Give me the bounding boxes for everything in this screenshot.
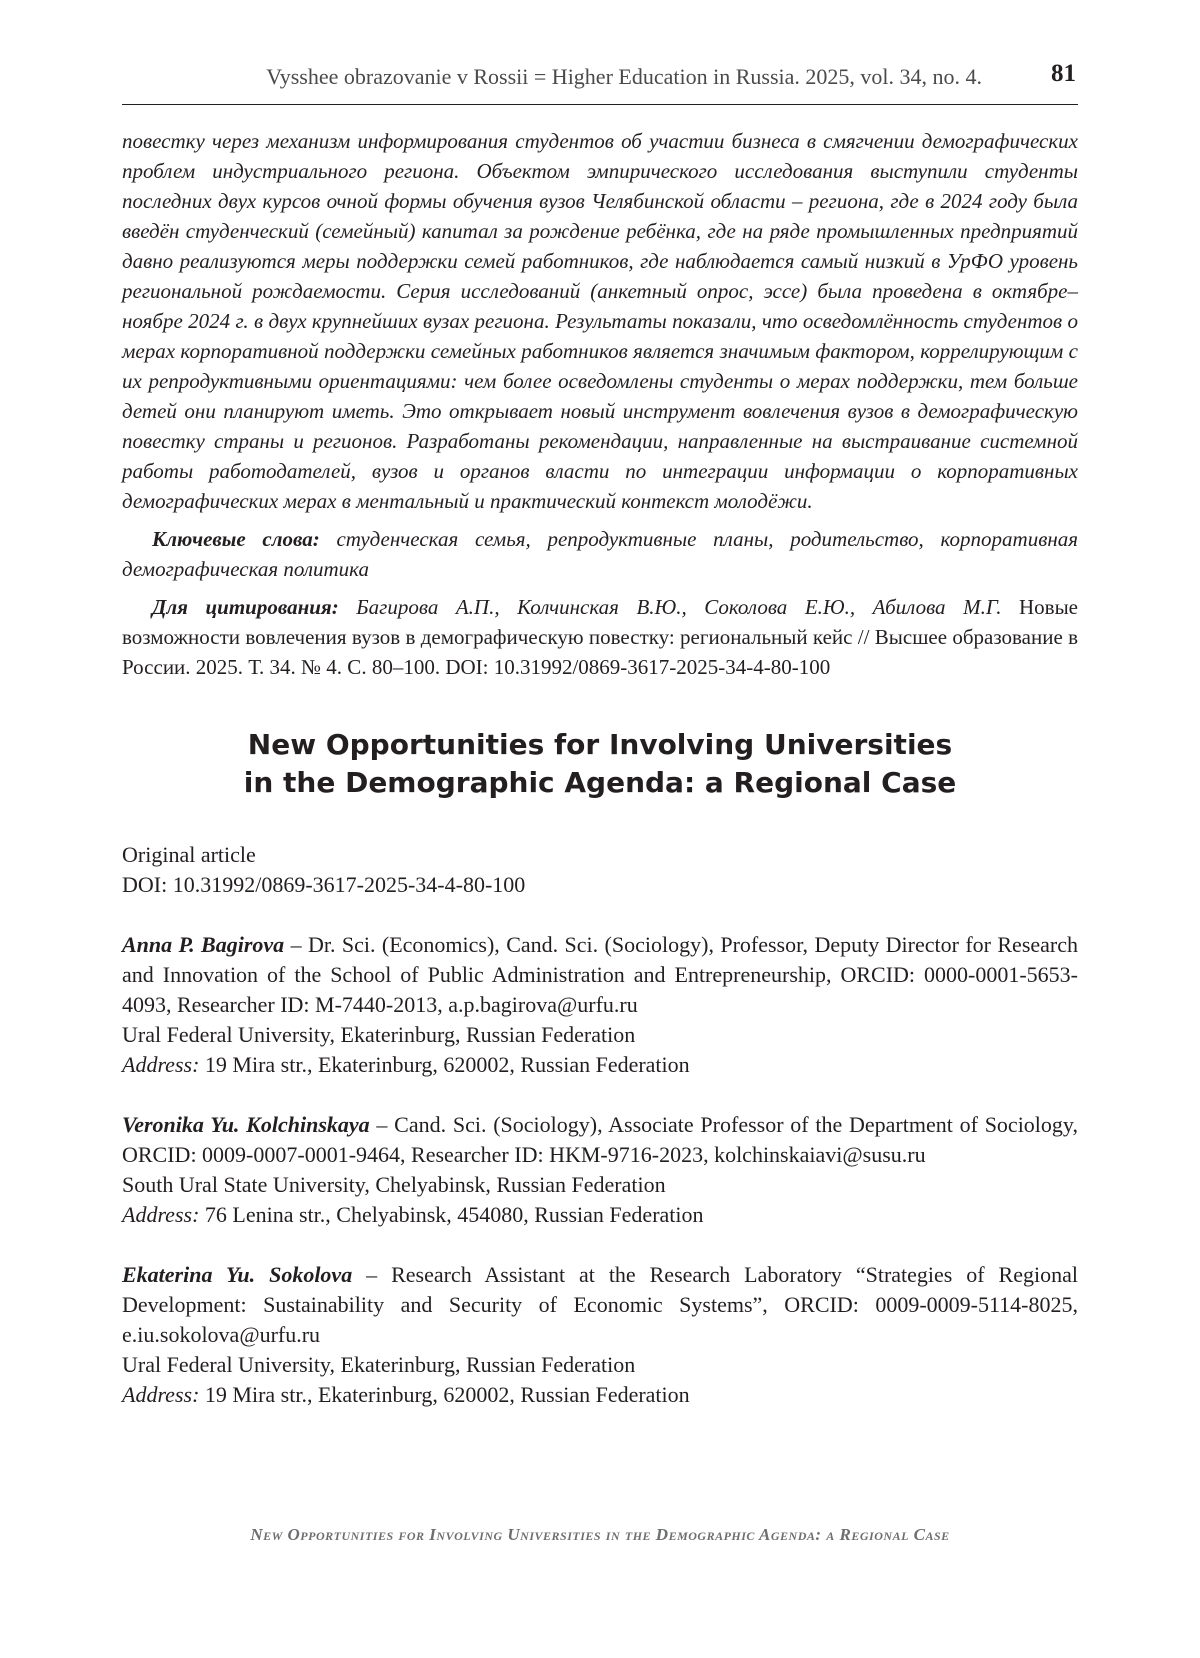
- address-label: Address:: [122, 1382, 200, 1407]
- author-affiliation: South Ural State University, Chelyabinsk, Russian Federation: [122, 1172, 666, 1197]
- author-block: [122, 930, 1078, 1080]
- english-title-line-1: New Opportunities for Involving Universities: [247, 728, 953, 761]
- address-label: Address:: [122, 1052, 200, 1077]
- author-address: [122, 1050, 1078, 1080]
- author-block: [122, 1110, 1078, 1230]
- page-number: 81: [1051, 60, 1076, 87]
- citation-authors: Багирова А.П., Колчинская В.Ю., Соколова Е.Ю., Абилова М.Г.: [356, 595, 1002, 619]
- article-doi: DOI: 10.31992/0869-3617-2025-34-4-80-100: [122, 872, 526, 897]
- citation-reference: Новые возможности вовлечения вузов в демографическую повестку: региональный кейс // Высшее образование в России. 2025. Т. 34. № 4. С. 80–100. DOI: 10.31992/0869-3617-2025-34-4-80-100: [122, 595, 1078, 679]
- author-details: – Research Assistant at the Research Laboratory “Strategies of Regional Development: Sustainability and Security of Economic Systems”, ORCID: 0009-0009-5114-8025, e.iu.sokolova@urfu.ru: [122, 1262, 1078, 1347]
- english-article-title: [122, 726, 1078, 802]
- author-affiliation: Ural Federal University, Ekaterinburg, Russian Federation: [122, 1352, 636, 1377]
- author-name: Ekaterina Yu. Sokolova: [122, 1262, 353, 1287]
- author-description: [122, 930, 1078, 1020]
- address-text: 19 Mira str., Ekaterinburg, 620002, Russian Federation: [199, 1382, 690, 1407]
- citation-label: Для цитирования:: [152, 595, 339, 619]
- article-type: Original article: [122, 842, 256, 867]
- running-head: [122, 58, 1078, 105]
- text-column: [122, 126, 1078, 1410]
- author-address: [122, 1380, 1078, 1410]
- running-foot-title: New Opportunities for Involving Universities in the Demographic Agenda: a Regional Case: [250, 1525, 950, 1544]
- author-address: [122, 1200, 1078, 1230]
- abstract-text: повестку через механизм информирования студентов об участии бизнеса в смягчении демографических проблем индустриального региона. Объектом эмпирического исследования выступили студенты последних двух курсов очной формы обучения вузов Челябинской области – региона, где в 2024 году была введён студенческий (семейный) капитал за рождение ребёнка, где на ряде промышленных предприятий давно реализуются меры поддержки семей работников, где наблюдается самый низкий в УрФО уровень региональной рождаемости. Серия исследований (анкетный опрос, эссе) была проведена в октябре–ноябре 2024 г. в двух крупнейших вузах региона. Результаты показали, что осведомлённость студентов о мерах корпоративной поддержки семейных работников является значимым фактором, коррелирующим с их репродуктивными ориентациями: чем более осведомлены студенты о мерах поддержки, тем больше детей они планируют иметь. Это открывает новый инструмент вовлечения вузов в демографическую повестку страны и регионов. Разработаны рекомендации, направленные на выстраивание системной работы работодателей, вузов и органов власти по интеграции информации о корпоративных демографических мерах в ментальный и практический контекст молодёжи.: [122, 129, 1078, 513]
- author-description: [122, 1260, 1078, 1350]
- journal-citation-line: Vysshee obrazovanie v Rossii = Higher Education in Russia. 2025, vol. 34, no. 4.: [266, 64, 982, 89]
- author-details: – Dr. Sci. (Economics), Cand. Sci. (Sociology), Professor, Deputy Director for Research and Innovation of the School of Public Administration and Entrepreneurship, ORCID: 0000-0001-5653-4093, Researcher ID: M-7440-2013, a.p.bagirova@urfu.ru: [122, 932, 1079, 1017]
- article-meta: [122, 840, 1078, 900]
- author-name: Veronika Yu. Kolchinskaya: [122, 1112, 370, 1137]
- keywords-label: Ключевые слова:: [152, 527, 320, 551]
- address-label: Address:: [122, 1202, 200, 1227]
- author-details: – Cand. Sci. (Sociology), Associate Professor of the Department of Sociology, ORCID: 0009-0007-0001-9464, Researcher ID: HKM-9716-2023, kolchinskaiavi@susu.ru: [122, 1112, 1078, 1167]
- author-name: Anna P. Bagirova: [122, 932, 285, 957]
- author-affiliation: Ural Federal University, Ekaterinburg, Russian Federation: [122, 1022, 636, 1047]
- address-text: 76 Lenina str., Chelyabinsk, 454080, Russian Federation: [199, 1202, 704, 1227]
- citation-paragraph: [122, 592, 1078, 682]
- author-block: [122, 1260, 1078, 1410]
- address-text: 19 Mira str., Ekaterinburg, 620002, Russian Federation: [199, 1052, 690, 1077]
- keywords-paragraph: [122, 524, 1078, 584]
- english-title-line-2: in the Demographic Agenda: a Regional Case: [243, 766, 957, 799]
- author-description: [122, 1110, 1078, 1170]
- keywords-text: студенческая семья, репродуктивные планы, родительство, корпоративная демографическая политика: [122, 527, 1078, 581]
